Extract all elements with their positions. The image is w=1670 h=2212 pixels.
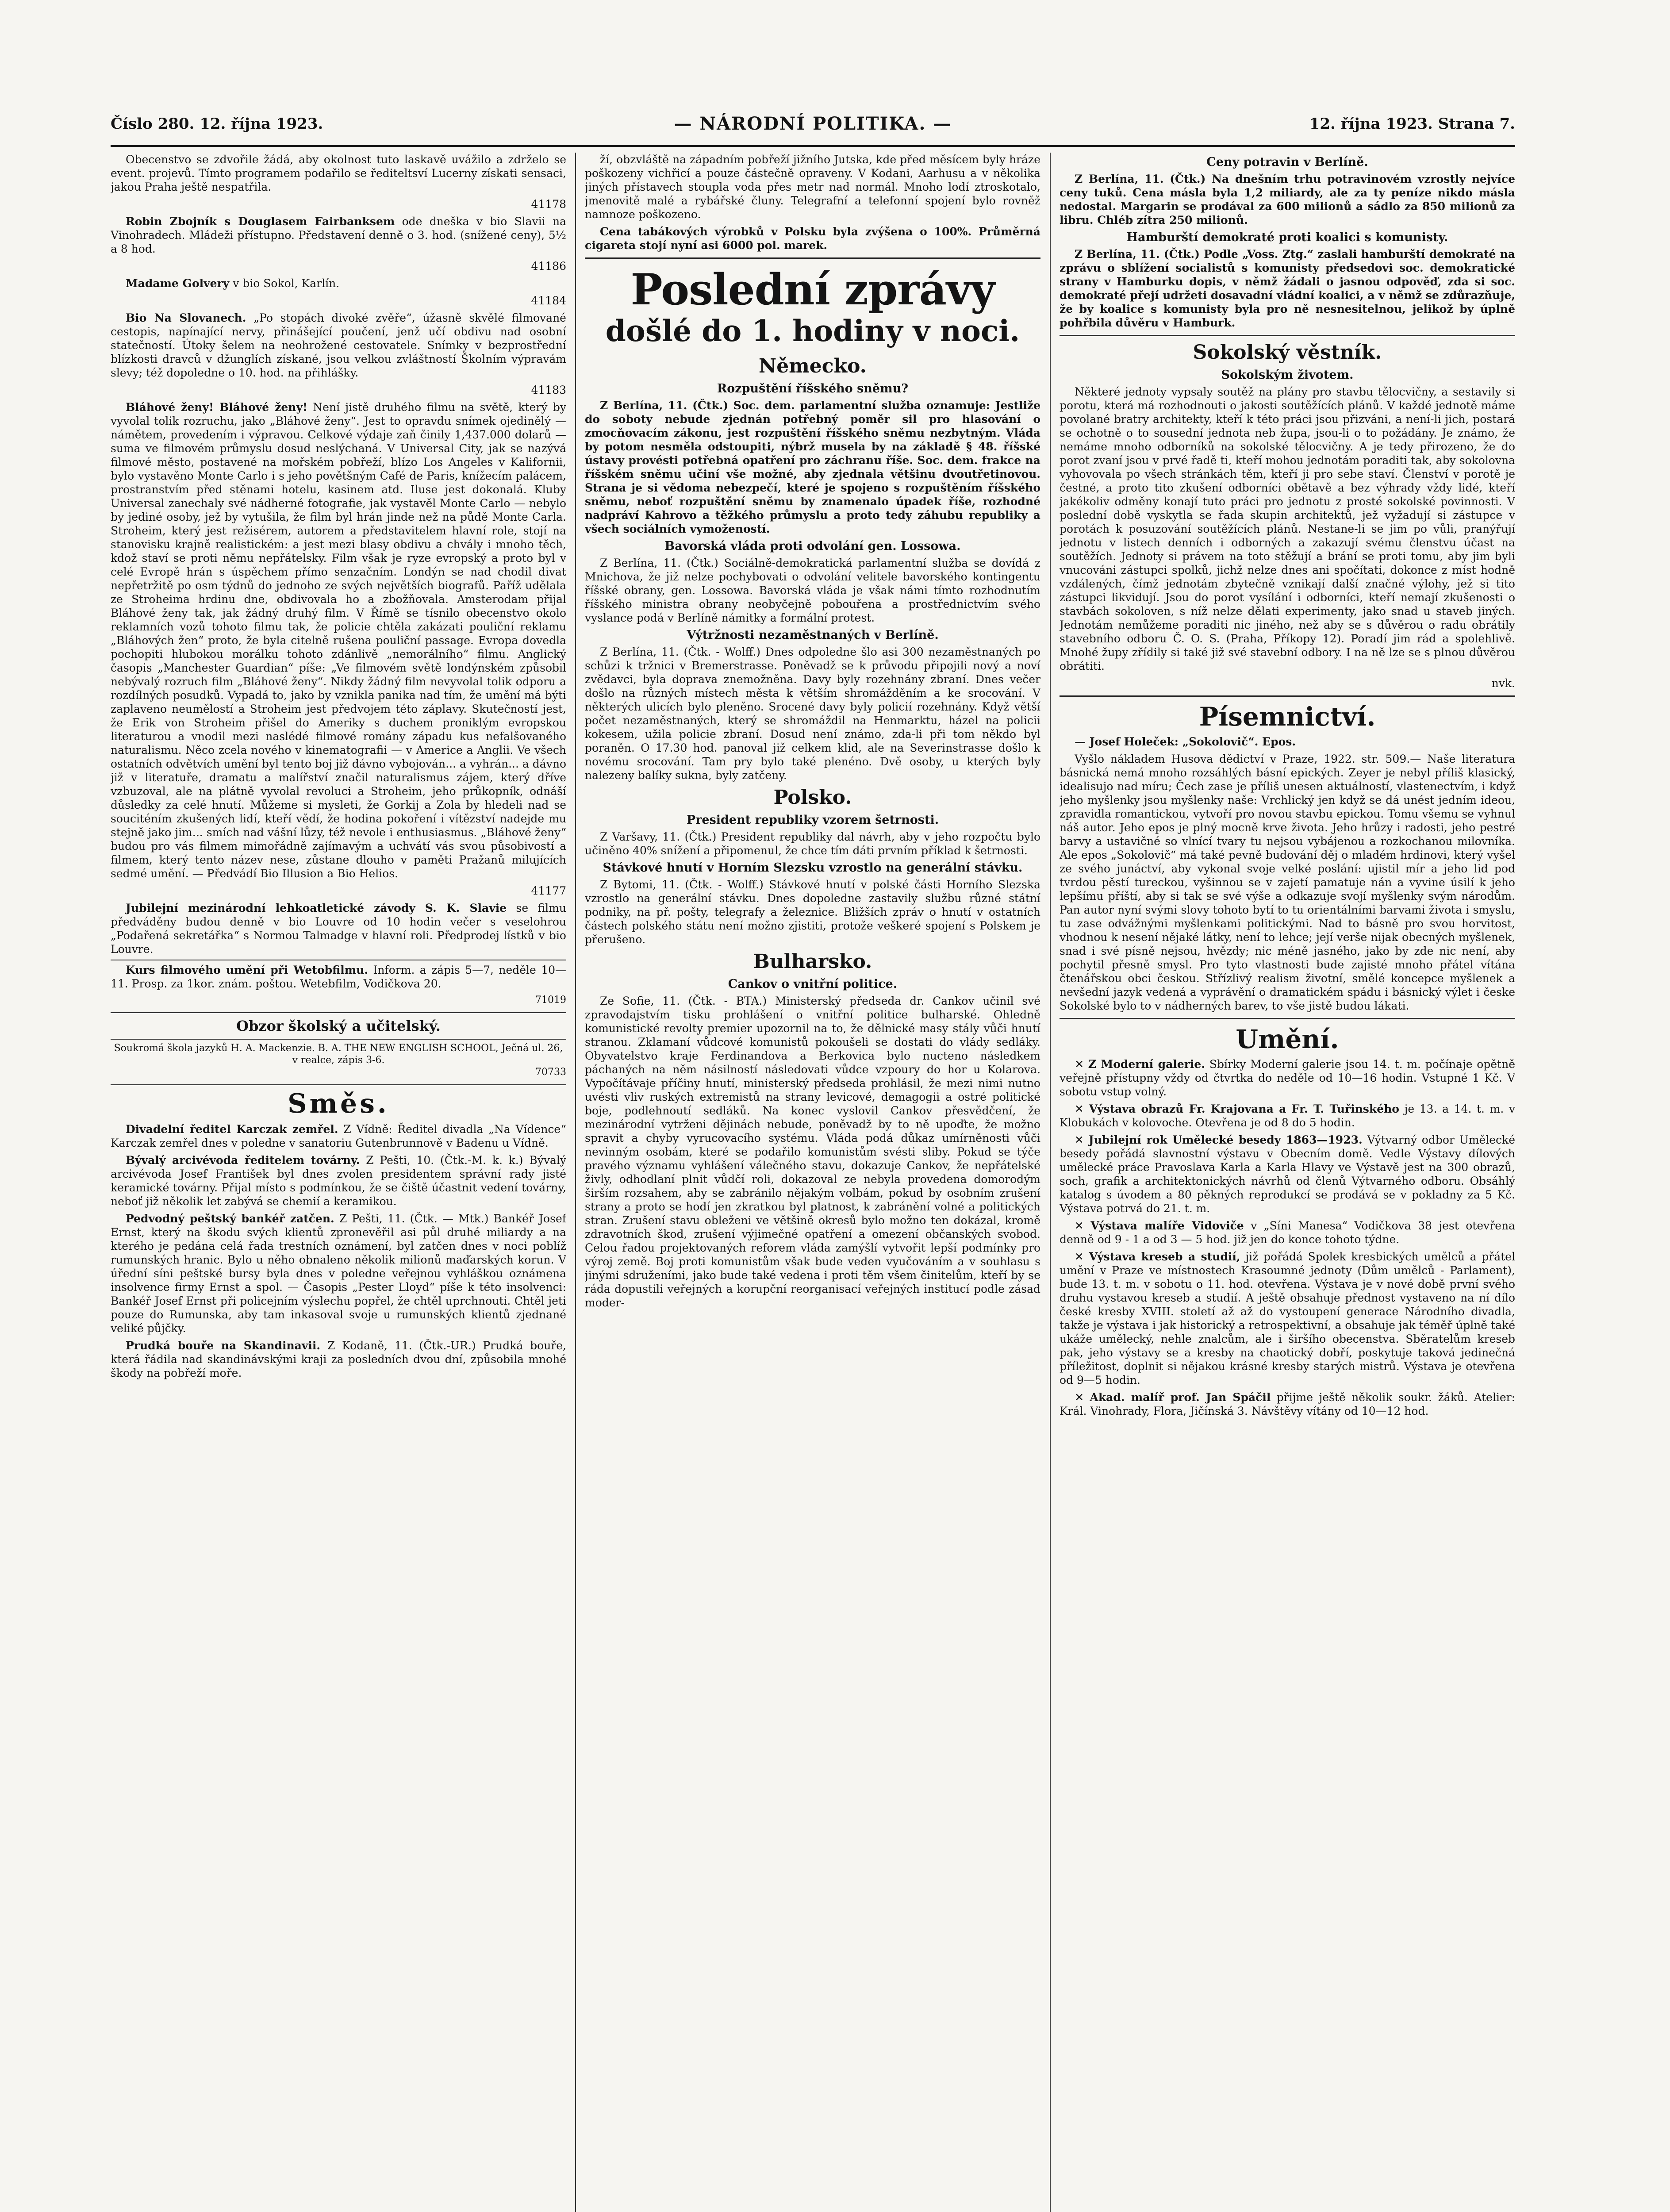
masthead-rule [111,145,1515,147]
article-paragraph: Z Berlína, 11. (Čtk.) Soc. dem. parlamentní služba oznamuje: Jestliže do soboty nebude zjednán potřebný poměr sil pro hlasování o zmocňovacím zákonu, jest rozpuštění říšského sněmu nezbytným. Vláda by potom nesměla odstoupiti, nýbrž musela by na základě § 48. říšské ústavy provésti potřebná opatření pro záchranu říše. Soc. dem. frakce na říšském sněmu učiní vše možné, aby zjednala většinu dvoutřetinovou. Strana je si vědoma nebezpečí, které je spojeno s rozpuštěním říšského sněmu, neboť rozpuštění sněmu by znamenalo úpadek říše, rozhodné nadpráví Kahrovo a těžkého průmyslu a proto tedy záhubu republiky a všech sociálních vymožeností. [585,399,1040,535]
article-title: President republiky vzorem šetrnosti. [686,813,939,827]
article-lead: Z Moderní galerie. [1088,1058,1205,1071]
divider [1060,335,1515,336]
divider [1060,1018,1515,1019]
article-paragraph: ✕ Výstava kreseb a studií, již pořádá Spolek kresbických umělců a přátel umění v Praze ve místnostech Krasoumné jednoty (Dům umělců - Parlament), bude 13. t. m. v sobotu o 11. hod. otevřena. Výstava je v nové době první svého druhu vystavou kreseb a studií. A ještě obsahuje přednost vystaveno na ní dílo české kresby XVIII. století až až do vystoupení generace Národního divadla, takže je výstava i jak historický a retrospektivní, a obsahuje jak téměř úplně také ukáže umělecký, nehle znalcům, ale i širšího obecenstva. Sběratelům kreseb pak, jeho výstavy se a kresby na chaotický dobří, poskytuje taková jedinečná příležitost, doplnit si nějakou krásné kresby starých mistrů. Výstava je otevřena od 9—5 hodin. [1060,1250,1515,1386]
article-body: Není jistě druhého filmu na světě, který by vyvolal tolik rozruchu, jako „Bláhové ženy“. Jest to opravdu snímek ojedinělý — námětem, provedením i výpravou. Celkové výdaje zaň činily 1,437.000 dolarů — suma ve filmovém průmyslu dosud neslýchaná. V Universal City, jak se nazývá filmové město, postavené na mořském pobřeží, blízo Los Angeles v Kalifornii, bylo vystavěno Monte Carlo i s jeho povětšným Café de Paris, knížecím palácem, prostranstvím před stěnami hotelu, kasinem atd. Iluse jest dokonalá. Kluby Universal zanechaly své nádherné fotografie, jak vystavěl Monte Carlo — nebylo by jediné osoby, jež by vytušila, že film byl hrán jinde než na půdě Monte Carla. Stroheim, který jest režisérem, autorem a představitelem hlavní role, stojí na stanovisku krajně realistickém: a jest mezi blasy obdivu a chvály i mnoho těch, kdož staví se proti němu nepřátelsky. Film však je ryze evropský a proto byl v celé Evropě hrán s úspěchem přímo senzačním. Londýn se nad chodil divat nepřetržitě po osm týdnů do jednoho ze svých největších biografů. Paříž udělala ze Stroheima hrdinu dne, obdivovala ho a zbožňovala. Amsterodam přijal Bláhové ženy tak, jak žádný druhý film. V Římě se tísnilo obecenstvo okolo reklamních vozů tohoto filmu tak, že policie chtěla zakázati pouliční reklamu „Bláhových žen“ proto, že byla citelně rušena pouliční passage. Evropa dovedla pochopiti hlubokou morálku tohoto zdánlivě „nemorálního“ filmu. Anglický časopis „Manchester Guardian“ píše: „Ve filmovém světě londýnském způsobil nebývalý rozruch film „Bláhové ženy“. Nikdy žádný film nevyvolal tolik odporu a rozdílných posudků. Vypadá to, jako by vznikla panika nad tím, že umění má býti zaplaveno neumělostí a Stroheim jest předvojem této záplavy. Skutečností jest, že Erik von Stroheim přišel do Ameriky s duchem proniklým evropskou literaturou a vnodil mezi naslédé filmové romány západu kus nefalšovaného naturalismu. Něco zcela nového v kinematografii — v Americe a Anglii. Ve všech ostatních odvětvích umění byl tento boj již dávno vybojován... a vyhrán... a dávno již v literatuře, dramatu a malířství značil naturalismus zájem, který dříve vzbuzoval, ale na plátně vyvolal revoluci a Stroheim, jeho průkopník, odnáší důsledky za celé hnutí. Můžeme si mysleti, že Gorkij a Zola by hledeli nad se souciténím zkušených lidí, kteří vědí, že hodina pokoření i vítězství nadejde mu stejně jako jim... smích nad vášní lůzy, též nevole i enthusiasmus. „Bláhové ženy“ budou pro vás filmem mimořádně zajímavým a uchvátí vás svou působivostí a filmem, který tento název nese, zůstane dlouho v paměti Pražanů milujících sedmé umění. — Předvádí Bio Illusion a Bio Helios. [111,401,566,880]
article-lead: — Josef Holeček: „Sokolovič“. Epos. [1075,735,1296,748]
article-lead: Jubilejní mezinárodní lehkoatletické závody S. K. Slavie [126,902,507,914]
article-body: Sbírky Moderní galerie jsou 14. t. m. počínaje opětně veřejně přístupny vždy od čtvrtka do neděle od 10—16 hodin. Vstupné 1 Kč. V sobotu vstup volný. [1060,1058,1515,1098]
section-heading: Polsko. [773,786,852,809]
article-lead: Bio Na Slovanech. [126,311,246,324]
article-lead: Prudká bouře na Skandinavii. [126,1339,321,1352]
article-body: Z Pešti, 10. (Čtk.-M. k. k.) Bývalý arcivévoda Josef František byl dnes zvolen presidentem správní rady jisté keramické továrny. Přijal místo s podmínkou, že se čiště účastnit vedení továrny, neboť již několik let zabývá se chemií a keramikou. [111,1154,566,1208]
article-paragraph: ✕ Jubilejní rok Umělecké besedy 1863—1923. Výtvarný odbor Umělecké besedy pořádá slavnostní výstavu v Obecním domě. Vedle Výstavy dílových umělecké práce Pravoslava Karla a Karla Hlavy ve Výstavě jest na 300 obrazů, soch, grafik a architektonických návrhů od členů Výtvarného odboru. Obsáhlý katalog s úvodem a 80 pěkných reprodukcí se prodává se v pokladny za 5 Kč. Výstava potrvá do 21. t. m. [1060,1133,1515,1215]
section-heading: Směs. [288,1088,389,1119]
ad-text: Soukromá škola jazyků H. A. Mackenzie. B. A. THE NEW ENGLISH SCHOOL, Ječná ul. 26, v realce, zápis 3-6. [114,1043,563,1066]
article-paragraph [111,1339,566,1380]
article-lead: Jubilejní rok Umělecké besedy 1863—1923. [1088,1133,1363,1146]
issue-number: Číslo 280. 12. října 1923. [111,115,323,133]
article-body: v „Síni Manesa“ Vodičkova 38 jest otevřena denně od 9 - 1 a od 3 — 5 hod. již jen do konce tohoto týdne. [1060,1219,1515,1246]
article-paragraph [111,1122,566,1150]
article-lead: Bývalý arcivévoda ředitelem továrny. [126,1154,360,1167]
ad-number: 41178 [531,198,566,211]
article-lead: Kurs filmového umění při Wetobfilmu. [126,964,369,976]
article-paragraph: Ze Sofie, 11. (Čtk. - BTA.) Ministerský předseda dr. Cankov učinil své zpravodajstvím tisku prohlášení o vnitřní politice bulharské. Ohledně komunistické revolty premier upozornil na to, že dělnické masy stály vůči hnutí stranou. Zklamaní vůdcové komunistů pokoušeli se dostati do vlády sedláky. Obyvatelstvo kraje Ferdinandova a Berkovica bylo nucteno následkem páchaných na něm násilností následovati vůdce vzpoury do hor u Kolarova. Vypočítávaje příčiny hnutí, ministerský předseda prohlásil, že mezi nimi nutno uvésti vliv ruských extremistů na strany levicové, demagogii a ostré politické boje, podlehnoutí sedláků. Na konec vyslovil Cankov přesvědčení, že mezinárodní vytrženi dějinách nebude, poněvadž by to ně upoďte, že možno spravit a chyby vyrucovacího systému. Vláda podá důkaz umírněnosti vůči nevinným osobám, které se podařilo komunistům svésti sliby. Pokud se týče pravého významu vyhlášení válečného stavu, dokazuje Cankov, že nepřátelské živly, odhodlaní plnit vůdčí roli, dokazoval ze nebyla provedena domorodým širším rozsahem, aby se zabránilo nějakým volbám, pokud by osobním zrušení strany a proto se hodí jen zkratkou byl platnost, k zabránění volné a politických stran. Zrušení stavu obleženi ve většině okresů bylo možno ten dokázal, kromě zdravotních škod, zrušení výjimečné opatření a omezení občanských svobod. Celou řadou projektovaných reforem vláda zamýšlí vytvořit lepší podmínky pro výroj země. Boj proti komunistům však bude veden vyučováním a v souhlasu s jinými sdruženími, jako bude také vedena i proti těm všem činitelům, kteří by se ráda dopustili veřejných a korupční reorganisací veřejných institucí podle zásad moder- [585,995,1040,1309]
ad-number: 70733 [535,1067,566,1078]
article-lead: Robin Zbojník s Douglasem Fairbanksem [126,215,395,228]
column-divider [575,153,576,2212]
article-paragraph [111,1212,566,1335]
article-body: Z Kodaně, 11. (Čtk.-UR.) Prudká bouře, která řádila nad skandinávskými kraji za posledních dvou dní, způsobila mnohé škody na pobřeží moře. [111,1339,566,1379]
article-body: je 13. a 14. t. m. v Klobukách v kolovoche. Otevřena je od 8 do 5 hodin. [1060,1102,1515,1129]
article-paragraph: Z Berlína, 11. (Čtk.) Podle „Voss. Ztg.“ zaslali hamburští demokraté na zprávu o sblížení socialistů s komunisty předsedovi soc. demokratické strany v Hamburku dopis, v němž žádali o jasnou odpověď, zda si soc. demokraté přejí udržeti dosavadní vládní koalici, a v němž se zdůrazňuje, že by koalice s komunisty byla pro ně nesnesitelnou, jelikož by úplně pohřbila důvěru v Hamburk. [1060,248,1515,329]
article-paragraph [111,311,566,380]
article-lead: Cena tabákových výrobků v Polsku [600,225,826,238]
article-paragraph: Z Varšavy, 11. (Čtk.) President republiky dal návrh, aby v jeho rozpočtu bylo učiněno 40% snížení a připomenul, že chce tím dáti prvním příklad k šetrnosti. [585,830,1040,857]
article-body: „Po stopách divoké zvěře“, úžasně skvělé filmované cestopis, napínající nervy, přinášející poučení, jenž učí obdivu nad osobní statečností. Útoky šelem na neohrožené cestovatele. Snímky v bezprostřední blízkosti dravců v džunglích získané, jsou velkou zvláštností Školním výpravám slevy; též dopoledne o 10. hod. na přihlášky. [111,311,566,379]
advertisement [111,1039,566,1085]
article-lead: Bláhové ženy! Bláhové ženy! [126,401,307,414]
article-lead: Pedvodný peštský bankéř zatčen. [126,1212,334,1225]
article-paragraph: ✕ Akad. malíř prof. Jan Spáčil přijme ještě několik soukr. žáků. Atelier: Král. Vinohrady, Flora, Jičínská 3. Návštěvy vítány od 10—12 hod. [1060,1391,1515,1417]
article-paragraph: ží, obzvláště na západním pobřeží jižního Jutska, kde před měsícem byly hráze poškozeny vichřicí a pouze částečně opraveny. V Kodani, Aarhusu a v několika jiných přístavech stoupla voda přes metr nad normál. Mnoho lodí ztroskotalo, jmenovitě malé a rybářské čluny. Telegrafní a telefonní spojení bylo rovněž namnoze poškozeno. [585,153,1040,221]
article-paragraph: ✕ Z Moderní galerie. Sbírky Moderní galerie jsou 14. t. m. počínaje opětně veřejně přístupny vždy od čtvrtka do neděle od 10—16 hodin. Vstupné 1 Kč. V sobotu vstup volný. [1060,1058,1515,1098]
article-lead: Akad. malíř prof. Jan Spáčil [1090,1391,1271,1404]
article-title: Výtržnosti nezaměstnaných v Berlíně. [687,628,939,642]
article-paragraph [111,276,566,290]
article-paragraph [111,400,566,880]
newspaper-title: — NÁRODNÍ POLITIKA. — [674,113,952,134]
article-paragraph: Z Bytomi, 11. (Čtk. - Wolff.) Stávkové hnutí v polské části Horního Slezska vzrostlo na generální stávku. Dnes dopoledne zastavily službu různé státní podniky, na př. pošty, telegrafy a železnice. Bližších zpráv o hnutí v ostatních částech polského státu není možno zjistiti, protože veškeré spojení s Polskem je přerušeno. [585,878,1040,946]
article-body: již pořádá Spolek kresbických umělců a přátel umění v Praze ve místnostech Krasoumné jednoty (Dům umělců - Parlament), bude 13. t. m. v sobotu o 11. hod. otevřena. Výstava je v nové době první svého druhu vystavou kreseb a studií. A ještě obsahuje přednost vystaveno na ní dílo české kresby XVIII. století až až do vystoupení generace Národního divadla, takže je výstava i jak historický a retrospektivní, a obsahuje jak téměř úplně také ukáže umělecký, nehle znalcům, ale i širšího obecenstva. Sběratelům kreseb pak, jeho výstavy se a kresby na chaotický dobří, poskytuje taková jedinečná příležitost, doplnit si nějakou krásné kresby starých mistrů. Výstava je otevřena od 9—5 hodin. [1060,1250,1515,1386]
article-body: přijme ještě několik soukr. žáků. Atelier: Král. Vinohrady, Flora, Jičínská 3. Návštěvy vítány od 10—12 hod. [1060,1391,1515,1417]
article-lead: Výstava malíře Vidoviče [1090,1219,1244,1232]
newspaper-page [111,111,1515,2212]
section-heading: Umění. [1236,1024,1339,1054]
article-paragraph: Z Berlína, 11. (Čtk. - Wolff.) Dnes odpoledne šlo asi 300 nezaměstnaných po schůzi k tržnici v Bremerstrasse. Poněvadž se k průvodu připojili nový a noví zvědavci, byla doprava znemožněna. Davy byly rozehnány zbraní. Dnes večer došlo na různých místech města k větším shromážděním a ke srocování. V některých ulicích bylo pleněno. Srocené davy byly policií rozehnány. Když větší počet nezaměstnaných, který se shromáždil na Henmarktu, házel na policii kokesem, užila policie zbraní. Dosud není známo, zda-li při tom někdo byl poraněn. O 17.30 hod. panoval již celkem klid, ale na Severinstrasse došlo k novému srocování. Tam pry bylo také plenéno. Dvě osoby, u kterých byly nalezeny balíky sukna, byly zatčeny. [585,645,1040,782]
article-lead: Výstava kreseb a studií, [1089,1250,1240,1263]
article-paragraph: Vyšlo nákladem Husova dědictví v Praze, 1922. str. 509.— Naše literatura básnická nemá mnoho rozsáhlých básní epických. Zeyer je nebyl příliš klasický, idealisujo nad míru; Čech zase je příliš unesen aktuálností, vlastenectvím, i když jeho myšlenky jsou myšlenky naše: Vrchlický jen když se dá unést jedním ideou, zpravidla romantickou, vytvoří pro novou stavbu epickou. Tomu všemu se vyhnul náš autor. Jeho epos je plný mocně krve života. Jeho hrůzy i radosti, jeho pestré barvy a ustavičné so vlnící tvary tu nejsou vybájenou a rozkochanou milovníka. Ale epos „Sokolovič“ má také pevně budování děj o mladém hrdinovi, který vyšel ze svého junáctví, aby vykonal svoje velké poslání: ujistil mír a jeho lid pod tvrdou pěstí tureckou, vyšinnou se v zajetí pamatuje nán a vyvine úsilí k jeho lepšímu příští, aby si tak se své výše a odkazuje svojí myšlenky svým národům. Pan autor nyní svými slovy tohoto bytí to tu orientálními barvami života i smyslu, tu zase odvážnými myšlenkami politickými. Nad to básně pro svou horvitost, vhodnou k nesení nějaké látky, není to lehce; její verše nijak obecných myšlenek, snad i své písně nejsou, hvězdy; nic méně jasného, jako by zde nic není, aby pochytil přesně smysl. Pro tyto vlastnosti bude zajisté mnoho přátel vítána čtenářskou obci českou. Střízlivý realism životní, smělé koncepce myšlenek a nevšední jazyk vedená a vyprávění o dramatickém spádu i básnický výlet i česke Sokolské bylo to v nádherných barev, to vše jistě budou lákati. [1060,753,1515,1012]
banner-subheadline: došlé do 1. hodiny v noci. [605,314,1020,348]
article-body: se filmu předváděny budou denně v bio Louvre od 10 hodin večer s veselohrou „Podařená sekretářka“ s Normou Talmadge v hlavní roli. Předprodej lístků v bio Louvre. [111,902,566,956]
article-paragraph [111,901,566,956]
article-body: ode dneška v bio Slavii na Vinohradech. Mládeži přístupno. Představení denně o 3. hod. (snížené ceny), 5½ a 8 hod. [111,215,566,255]
article-lead: Výstava obrazů Fr. Krajovana a Fr. T. Tuřinského [1089,1102,1399,1115]
author-signature: nvk. [1491,677,1515,690]
advertisement [111,960,566,1013]
article-paragraph: ✕ Výstava malíře Vidoviče v „Síni Manesa“ Vodičkova 38 jest otevřena denně od 9 - 1 a od 3 — 5 hod. již jen do konce tohoto týdne. [1060,1219,1515,1246]
article-paragraph: Obecenstvo se zdvořile žádá, aby okolnost tuto laskavě uvážilo a zdrželo se event. projevů. Tímto programem podařilo se řediteltsví Lucerny získati sensaci, jakou Praha ještě nespatřila. [111,153,566,193]
article-paragraph [111,963,566,991]
section-heading: Písemnictví. [1199,702,1376,732]
article-title: Cankov o vnitřní politice. [728,977,898,991]
article-title: Rozpuštění říšského sněmu? [717,382,909,396]
article-paragraph: Z Berlína, 11. (Čtk.) Na dnešním trhu potravinovém vzrostly nejvíce ceny tuků. Cena másla byla 1,2 miliardy, ale za ty peníze nikdo másla nedostal. Margarin se prodával za 600 milionů a sádlo za 850 milionů za libru. Chléb zítra 250 milionů. [1060,173,1515,227]
column-3 [1060,153,1515,2212]
ad-number: 41177 [531,884,566,897]
section-heading: Sokolský věstník. [1193,341,1382,364]
article-title: Bavorská vláda proti odvolání gen. Lossowa. [664,539,961,553]
article-paragraph [111,215,566,256]
article-title: Ceny potravin v Berlíně. [1206,155,1368,169]
article-body: Z Pešti, 11. (Čtk. — Mtk.) Bankéř Josef Ernst, který na škodu svých klientů zpronevěřil asi půl druhé miliardy a na kterého je pedána celá řada trestních oznámení, byl zatčen dnes v noci poblíž rumunských hranic. Bylo u něho obnaleno několik milionů maďarských korun. V úřední síni peštské bursy byla dnes v poledne veřejnou vyhláškou oznámena insolvence firmy Ernst a spol. — Časopis „Pester Lloyd“ píše k této insolvenci: Bankéř Josef Ernst při policejním výslechu popřel, že chtěl uprchnouti. Chtěl jeti pouze do Rumunska, aby tam inkasoval svoje u rumunských klientů zjednané veliké půjčky. [111,1212,566,1335]
ad-number: 41184 [531,294,566,307]
article-lead: Divadelní ředitel Karczak zemřel. [126,1123,338,1136]
article-body: Inform. a zápis 5—7, neděle 10—11. Prosp. za 1kor. znám. poštou. Wetebfilm, Vodičkova 20. [111,964,566,990]
article-paragraph [585,225,1040,252]
column-1 [111,153,566,2212]
divider [1060,695,1515,697]
article-body: Z Vídně: Ředitel divadla „Na Vídence“ Karczak zemřel dnes v poledne v sanatoriu Gutenbrunnově v Badenu u Vídně. [111,1123,566,1149]
section-heading: Obzor školský a učitelský. [236,1018,441,1034]
article-lead: Madame Golvery [126,277,230,290]
article-paragraph: ✕ Výstava obrazů Fr. Krajovana a Fr. T. Tuřinského je 13. a 14. t. m. v Klobukách v kolovoche. Otevřena je od 8 do 5 hodin. [1060,1102,1515,1129]
masthead [111,111,1515,142]
column-divider [1050,153,1051,2212]
article-body: Výtvarný odbor Umělecké besedy pořádá slavnostní výstavu v Obecním domě. Vedle Výstavy dílových umělecké práce Pravoslava Karla a Karla Hlavy ve Výstavě jest na 300 obrazů, soch, grafik a architektonických návrhů od členů Výtvarného odboru. Obsáhlý katalog s úvodem a 80 pěkných reprodukcí se prodává se v pokladny za 5 Kč. Výstava potrvá do 21. t. m. [1060,1133,1515,1215]
ad-number: 71019 [535,995,566,1006]
article-title: Hamburští demokraté proti koalici s komunisty. [1126,230,1448,244]
article-paragraph: Z Berlína, 11. (Čtk.) Sociálně-demokratická parlamentní služba se dovídá z Mnichova, že již nelze pochybovati o odvolání velitele bavorského kontingentu říšské obrany, gen. Lossowa. Bavorská vláda je však námi tímto rozhodnutím říšského ministra obrany neobyčejně pobouřena a prostřednictvím svého vyslance podá v Berlíně námitky a formální protest. [585,557,1040,624]
article-body: byla zvýšena o 100%. Průměrná cigareta stojí nyní asi 6000 pol. marek. [585,225,1040,252]
article-paragraph: Některé jednoty vypsaly soutěž na plány pro stavbu tělocvičny, a sestavily si porotu, která má rozhodnouti o jakosti soutěžících plánů. V každé jednotě máme povolané bratry architekty, kteří k této práci jsou přizváni, a není-li jich, postará se ochotně o to sousední jednota neb župa, jsou-li o to požádány. Je známo, že nemáme mnoho odborníků na sokolské tělocvičny. A je tedy přirozeno, že do porot zvaní jsou v prvé řadě ti, kteří mohou jednotám poraditi tak, aby sokolovna vyhovovala po všech stránkách těm, kteří ji pro sebe staví. Členství v porotě je čestné, a proto tito zkušení odborníci obětavě a bez výhrady vždy lidé, kteří jakékoliv odměny konají tuto práci pro jednotu z prosté sokolské povinnosti. V poslední době vyskytla se řada skupin architektů, jež vyžadují si zástupce v porotách k posuzování soutěžících plánů. Nestane-li se jim po vůli, pranýřují jednotu v listech denních i odborných a zakazují svému členstvu účast na soutěžích. Jednoty si právem na toto stěžují a brání se proti tomu, aby jim byli vnucováni zástupci spolků, jichž nelze dnes ani spočítati, dokonce z míst hodně vzdálených, čímž jednotám zbytečně vznikají další značné výlohy, jež si tito zástupci likvidují. Jsou do porot vysílání i odborníci, kteří nemají zkušenosti o stavbách sokoloven, s níž nelze dělati experimenty, jako snad u staveb jiných. Jednotám nemůžeme poraditi nic jiného, než aby se s důvěrou o radu obrátily stavebního odboru Č. O. S. (Praha, Příkopy 12). Poradí jim rád a spolehlivě. Mnohé župy zřídily si také již své stavební odbory. I na ně lze se s plnou důvěrou obrátiti. [1060,385,1515,672]
section-heading: Německo. [759,355,867,377]
ad-number: 41186 [531,260,566,273]
article-title: Stávkové hnutí v Horním Slezsku vzrostlo na generální stávku. [603,861,1023,875]
column-2 [585,153,1040,2212]
article-paragraph [111,1153,566,1208]
article-title: Sokolským životem. [1221,368,1354,382]
banner-headline: Poslední zprávy [630,265,995,315]
page-number: 12. října 1923. Strana 7. [1309,115,1515,133]
section-heading: Bulharsko. [753,950,872,973]
ad-number: 41183 [531,384,566,396]
divider [585,257,1040,259]
article-body: v bio Sokol, Karlín. [233,277,340,290]
